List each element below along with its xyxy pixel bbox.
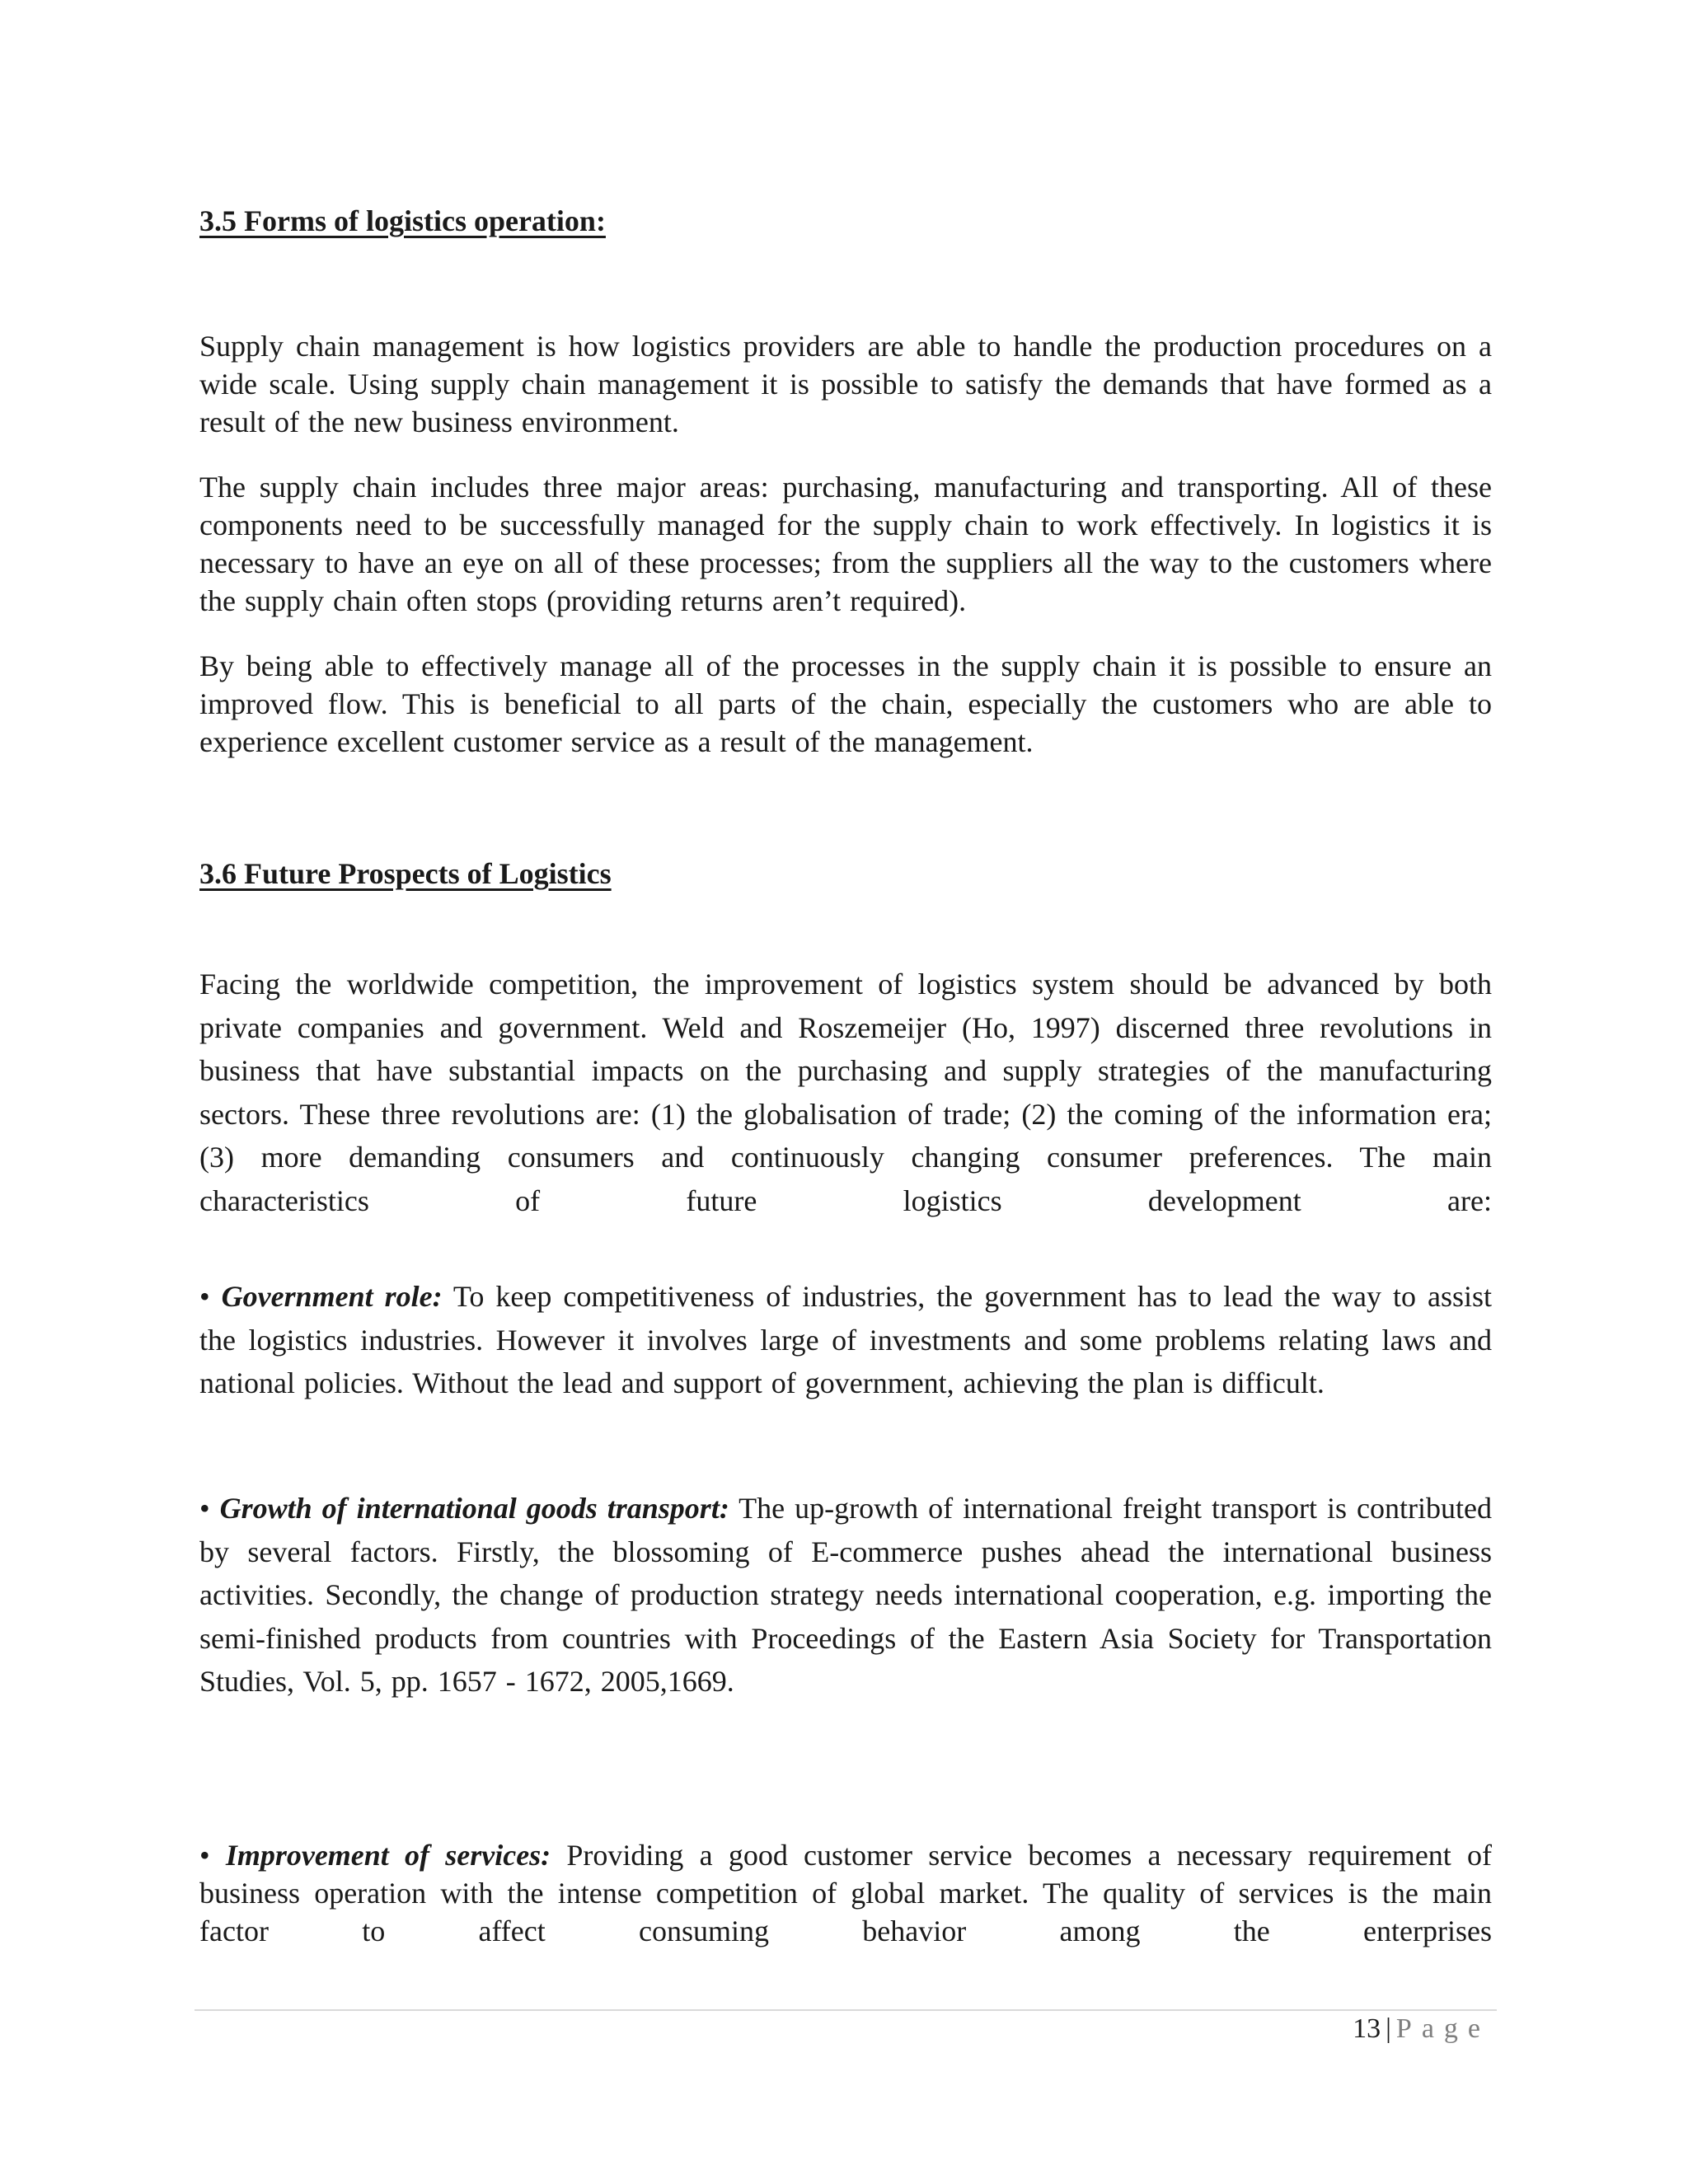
bullet-text: To keep competitiveness of industries, the government has to lead the way to assist the logistics industries. However it involves large of investments and some problems relating laws and national policies. Without the lead and support of government, achieving the plan is difficult.	[199, 1280, 1493, 1399]
bullet-text: The up-growth of international freight transport is contributed by several factors. Firstly, the blossoming of E-commerce pushes ahead the international business activities. Secondly, the change of production strategy needs international cooperation, e.g. importing the semi-finished products from countries with Proceedings of the Eastern Asia Society for Transportation Studies, Vol. 5, pp. 1657 - 1672, 2005,1669.	[199, 1492, 1492, 1698]
paragraph-supply-chain-management: Supply chain management is how logistics providers are able to handle the production procedures on a wide scale. Using supply chain management it is possible to satisfy the demands that have formed as a result of the new business environment.	[199, 330, 1492, 438]
bullet-text: Providing a good customer service becomes a necessary requirement of business operation with the intense competition of global market. The quality of services is the main factor to affect consuming behavior among the enterprises	[199, 1839, 1492, 1947]
bullet-marker: •	[199, 1280, 210, 1313]
bullet-international-goods-transport	[199, 1487, 1492, 1704]
bullet-label: Improvement of services:	[225, 1839, 551, 1872]
page-label: Page	[1395, 2013, 1490, 2044]
section-heading-3-5: 3.5 Forms of logistics operation:	[199, 204, 606, 237]
bullet-label: Government role:	[221, 1280, 443, 1313]
bullet-government-role	[199, 1275, 1492, 1405]
bullet-label: Growth of international goods transport:	[219, 1492, 729, 1525]
page-footer	[1353, 2013, 1490, 2045]
section-heading-3-6: 3.6 Future Prospects of Logistics	[199, 857, 612, 890]
bullet-marker: •	[199, 1492, 210, 1525]
footer-divider	[195, 2009, 1497, 2011]
bullet-marker: •	[199, 1839, 210, 1872]
bullet-improvement-of-services	[199, 1836, 1492, 1950]
paragraph-managing-processes: By being able to effectively manage all of the processes in the supply chain it is possible to ensure an improved flow. This is beneficial to all parts of the chain, especially the customers who are able to experience excellent customer service as a result of the management.	[199, 649, 1492, 758]
page-number: 13	[1353, 2013, 1381, 2044]
paragraph-supply-chain-areas: The supply chain includes three major areas: purchasing, manufacturing and transporting. All of these components need to be successfully managed for the supply chain to work effectively. In logistics it is necessary to have an eye on all of these processes; from the suppliers all the way to the customers where the supply chain often stops (providing returns aren’t required).	[199, 471, 1492, 617]
footer-separator: |	[1386, 2013, 1391, 2044]
paragraph-future-intro: Facing the worldwide competition, the improvement of logistics system should be advanced by both private companies and government. Weld and Roszemeijer (Ho, 1997) discerned three revolutions in business that have substantial impacts on the purchasing and supply strategies of the manufacturing sectors. These three revolutions are: (1) the globalisation of trade; (2) the coming of the information era; (3) more demanding consumers and continuously changing consumer preferences. The main characteristics of future logistics development are:	[199, 968, 1492, 1217]
